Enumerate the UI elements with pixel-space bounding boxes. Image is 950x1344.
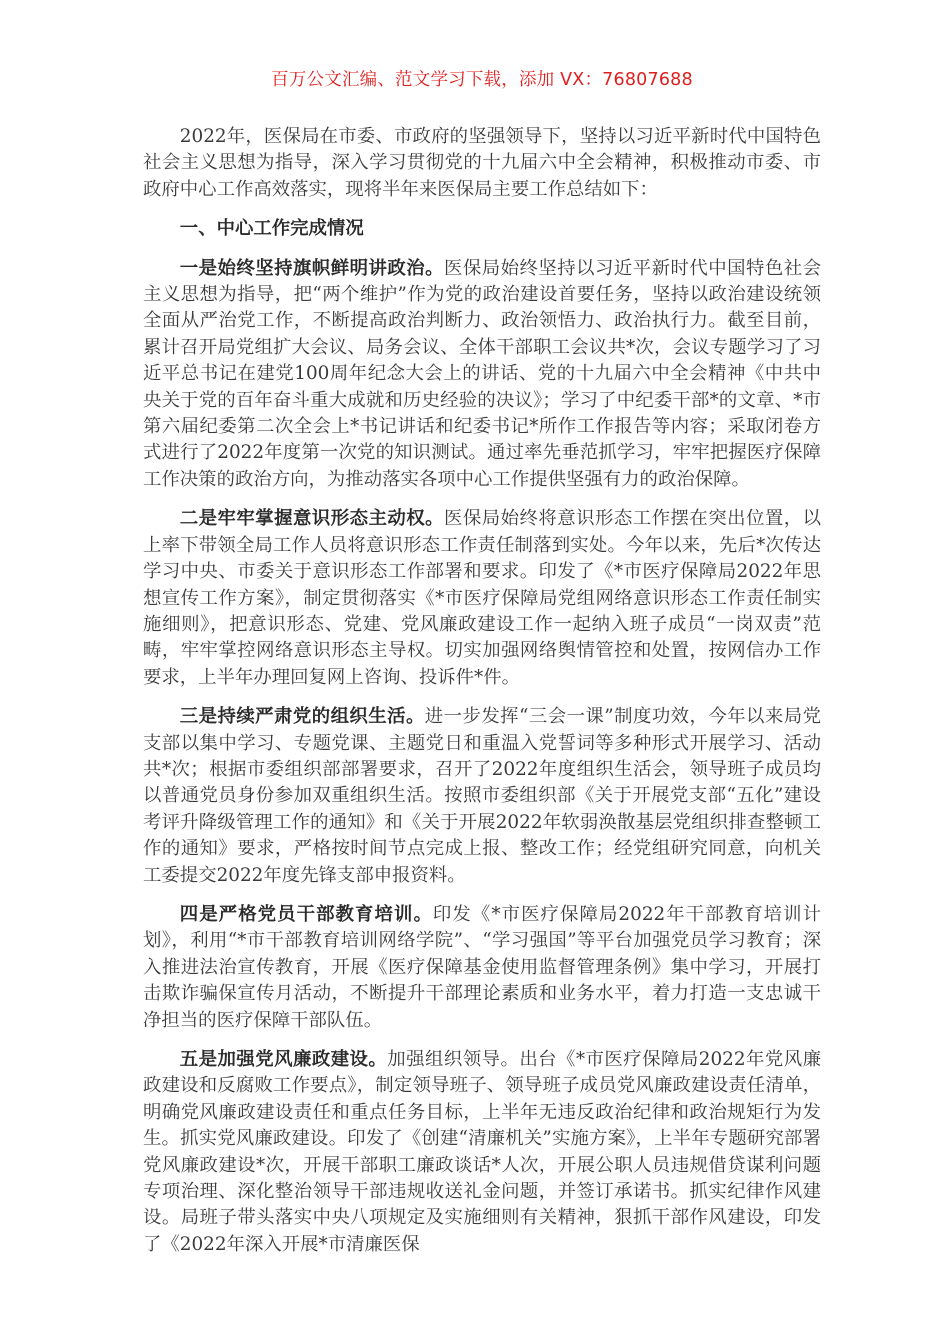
item-text-2: 医保局始终将意识形态工作摆在突出位置，以上率下带领全局工作人员将意识形态工作责任制落到实处。今年以来，先后*次传达学习中央、市委关于意识形态工作部署和要求。印发了《*市医疗保障局2022年思想宣传工作方案》，制定贯彻落实《*市医疗保障局党组网络意识形态工作责任制实施细则》，把意识形态、党建、党风廉政建设工作一起纳入班子成员“一岗双责”范畴，牢牢掌控网络意识形态主导权。切实加强网络舆情管控和处置，按网信办工作要求，上半年办理回复网上咨询、投诉件*件。 xyxy=(143,508,821,688)
item-paragraph-3 xyxy=(143,704,821,889)
document-body xyxy=(143,124,821,1271)
item-paragraph-2 xyxy=(143,506,821,691)
item-lead-2: 二是牢牢掌握意识形态主动权。 xyxy=(179,508,445,530)
item-lead-1: 一是始终坚持旗帜鲜明讲政治。 xyxy=(179,257,445,279)
item-text-1: 医保局始终坚持以习近平新时代中国特色社会主义思想为指导，把“两个维护”作为党的政治建设首要任务，坚持以政治建设统领全面从严治党工作，不断提高政治判断力、政治领悟力、政治执行力。截至目前，累计召开局党组扩大会议、局务会议、全体干部职工会议共*次，会议专题学习了习近平总书记在建党100周年纪念大会上的讲话、党的十九届六中全会精神《中共中央关于党的百年奋斗重大成就和历史经验的决议》；学习了中纪委干部*的文章、*市第六届纪委第二次全会上*书记讲话和纪委书记*所作工作报告等内容；采取闭卷方式进行了2022年度第一次党的知识测试。通过率先垂范抓学习，牢牢把握医疗保障工作决策的政治方向，为推动落实各项中心工作提供坚强有力的政治保障。 xyxy=(143,257,821,490)
item-lead-5: 五是加强党风廉政建设。 xyxy=(179,1049,388,1070)
item-lead-4: 四是严格党员干部教育培训。 xyxy=(179,903,433,925)
item-text-4: 印发《*市医疗保障局2022年干部教育培训计划》，利用“*市干部教育培训网络学院”、“学习强国”等平台加强党员学习教育；深入推进法治宣传教育，开展《医疗保障基金使用监督管理条例》集中学习，开展打击欺诈骗保宣传月活动，不断提升干部理论素质和业务水平，着力打造一支忠诚干净担当的医疗保障干部队伍。 xyxy=(143,903,821,1031)
item-text-3: 进一步发挥“三会一课”制度功效，今年以来局党支部以集中学习、专题党课、主题党日和重温入党誓词等多种形式开展学习、活动共*次；根据市委组织部部署要求，召开了2022年度组织生活会，领导班子成员均以普通党员身份参加双重组织生活。按照市委组织部《关于开展党支部“五化”建设考评升降级管理工作的通知》和《关于开展2022年软弱涣散基层党组织排查整顿工作的通知》要求，严格按时间节点完成上报、整改工作；经党组研究同意，向机关工委提交2022年度先锋支部申报资料。 xyxy=(143,706,821,886)
intro-paragraph: 2022年，医保局在市委、市政府的坚强领导下，坚持以习近平新时代中国特色社会主义思想为指导，深入学习贯彻党的十九届六中全会精神，积极推动市委、市政府中心工作高效落实，现将半年来医保局主要工作总结如下： xyxy=(143,126,821,200)
item-text-5: 加强组织领导。出台《*市医疗保障局2022年党风廉政建设和反腐败工作要点》，制定领导班子、领导班子成员党风廉政建设责任清单，明确党风廉政建设责任和重点任务目标，上半年无违反政治纪律和政治规矩行为发生。抓实党风廉政建设。印发了《创建“清廉机关”实施方案》，上半年专题研究部署党风廉政建设*次，开展干部职工廉政谈话*人次，开展公职人员违规借贷谋利问题专项治理、深化整治领导干部违规收送礼金问题，并签订承诺书。抓实纪律作风建设。局班子带头落实中央八项规定及实施细则有关精神，狠抓干部作风建设，印发了《2022年深入开展*市清廉医保 xyxy=(143,1049,821,1255)
promo-banner: 百万公文汇编、范文学习下载，添加 VX：76807688 xyxy=(271,70,693,90)
section-heading: 一、中心工作完成情况 xyxy=(179,218,364,240)
item-paragraph-4 xyxy=(143,902,821,1034)
item-paragraph-5 xyxy=(143,1047,821,1258)
item-paragraph-1 xyxy=(143,256,821,494)
item-lead-3: 三是持续严肃党的组织生活。 xyxy=(179,706,425,728)
